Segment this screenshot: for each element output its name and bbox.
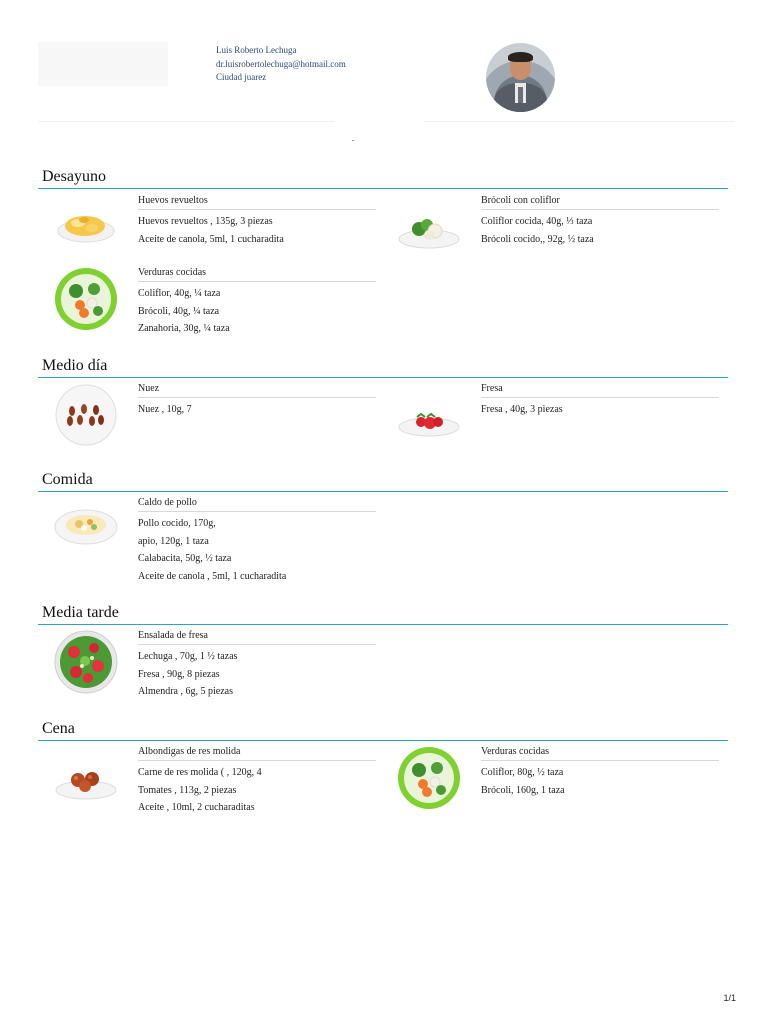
meal-fresa (397, 383, 737, 447)
meal-verduras-cocidas (54, 267, 394, 333)
meal-name: Nuez (138, 383, 160, 394)
meal-item: Fresa , 90g, 8 piezas (138, 668, 220, 680)
section-title-desayuno: Desayuno (42, 168, 106, 185)
meal-item: Calabacita, 50g, ½ taza (138, 553, 232, 564)
doctor-email: dr.luisrobertolechuga@hotmail.com (216, 58, 346, 69)
meal-item: Tomates , 113g, 2 piezas (138, 784, 237, 796)
meal-item: Aceite de canola, 5ml, 1 cucharadita (138, 233, 284, 245)
meal-caldo-de-pollo (54, 497, 394, 582)
meal-divider (481, 397, 719, 398)
meal-divider (138, 511, 376, 512)
page-number: 1/1 (723, 993, 736, 1003)
meal-name: Huevos revueltos (138, 195, 208, 206)
broccoli-cauliflower-plate-icon (397, 195, 461, 259)
doctor-name: Luis Roberto Lechuga (216, 45, 297, 55)
meal-divider (138, 760, 376, 761)
chicken-soup-bowl-icon (54, 497, 118, 561)
meal-item: Coliflor cocida, 40g, ⅓ taza (481, 216, 593, 227)
meal-nuez (54, 383, 394, 447)
meal-name: Brócoli con coliflor (481, 195, 560, 206)
meal-item: Aceite de canola , 5ml, 1 cucharadita (138, 570, 287, 582)
meal-name: Caldo de pollo (138, 497, 197, 508)
meal-item: Brócoli, 160g, 1 taza (481, 784, 565, 796)
section-title-cena: Cena (42, 720, 75, 737)
cooked-vegetables-bowl-icon (397, 746, 461, 810)
header-dot (352, 140, 354, 141)
meal-brocoli-coliflor (397, 195, 737, 255)
strawberries-plate-icon (397, 383, 461, 447)
meal-item: Lechuga , 70g, 1 ½ tazas (138, 651, 238, 662)
meal-item: Coliflor, 40g, ¼ taza (138, 288, 221, 299)
meal-huevos-revueltos (54, 195, 394, 255)
header-divider-right (424, 121, 734, 122)
meal-divider (138, 281, 376, 282)
section-title-medio-dia: Medio día (42, 357, 108, 374)
meal-item: Coliflor, 80g, ½ taza (481, 767, 564, 778)
meal-item: Fresa , 40g, 3 piezas (481, 404, 563, 415)
header-logo-placeholder (38, 42, 168, 86)
section-rule-medio-dia (38, 377, 728, 378)
meal-name: Ensalada de fresa (138, 630, 208, 641)
meal-item: apio, 120g, 1 taza (138, 535, 209, 547)
meal-ensalada-de-fresa (54, 630, 394, 696)
section-title-media-tarde: Media tarde (42, 604, 119, 621)
meal-name: Verduras cocidas (138, 267, 207, 278)
meal-divider (138, 209, 376, 210)
meal-item: Carne de res molida ( , 120g, 4 (138, 767, 262, 778)
meal-item: Brócoli, 40g, ¼ taza (138, 305, 220, 317)
header-divider-left (38, 121, 334, 122)
meal-divider (138, 644, 376, 645)
doctor-city: Ciudad juarez (216, 72, 267, 82)
meatballs-plate-icon (54, 746, 118, 810)
section-rule-media-tarde (38, 624, 728, 625)
meal-item: Zanahoria, 30g, ¼ taza (138, 323, 230, 334)
meal-verduras-cocidas-cena (397, 746, 737, 812)
section-rule-comida (38, 491, 728, 492)
scrambled-eggs-plate-icon (54, 195, 118, 259)
doctor-info (216, 44, 346, 85)
meal-item: Brócoli cocido,, 92g, ½ taza (481, 233, 594, 245)
meal-name: Albondigas de res molida (138, 746, 241, 757)
meal-item: Pollo cocido, 170g, (138, 518, 216, 529)
meal-item: Almendra , 6g, 5 piezas (138, 686, 233, 697)
meal-divider (481, 760, 719, 761)
meal-name: Verduras cocidas (481, 746, 550, 757)
meal-item: Huevos revueltos , 135g, 3 piezas (138, 216, 273, 227)
meal-albondigas (54, 746, 394, 812)
cooked-vegetables-bowl-icon (54, 267, 118, 331)
avatar (486, 43, 555, 112)
meal-divider (138, 397, 376, 398)
meal-item: Aceite , 10ml, 2 cucharaditas (138, 802, 255, 813)
walnuts-plate-icon (54, 383, 118, 447)
section-title-comida: Comida (42, 471, 93, 488)
meal-divider (481, 209, 719, 210)
meal-item: Nuez , 10g, 7 (138, 404, 192, 415)
strawberry-salad-bowl-icon (54, 630, 118, 694)
section-rule-desayuno (38, 188, 728, 189)
meal-name: Fresa (481, 383, 503, 394)
section-rule-cena (38, 740, 728, 741)
